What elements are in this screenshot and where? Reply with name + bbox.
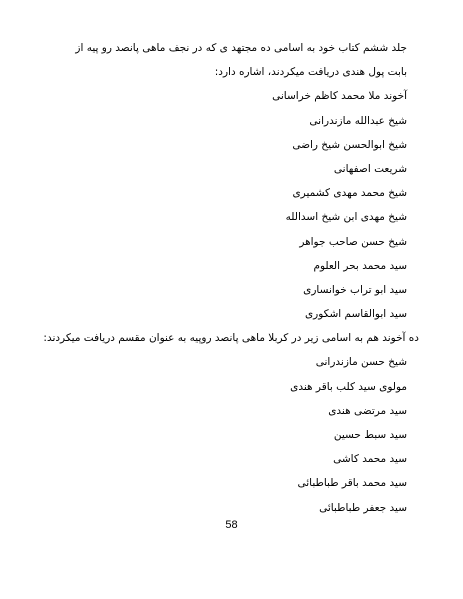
karbala-list-item: سید سبط حسین	[333, 429, 407, 442]
page-number: 58	[225, 519, 238, 531]
karbala-list-item: شیخ حسن مازندرانی	[315, 356, 407, 369]
najaf-list-item: سید محمد بحر العلوم	[313, 259, 407, 272]
karbala-list-item: سید محمد کاشی	[333, 453, 407, 466]
karbala-list-item: سید جعفر طباطبائی	[319, 501, 407, 514]
karbala-list-item: مولوی سید کلب باقر هندی	[290, 380, 407, 393]
document-body	[43, 36, 419, 520]
karbala-heading: ده آخوند هم به اسامی زیر در کربلا ماهی پانصد روپیه به عنوان مقسم دریافت میکردند:	[43, 332, 419, 345]
najaf-list-item: آخوند ملا محمد کاظم خراسانی	[272, 90, 407, 103]
najaf-list-item: شیخ حسن صاحب جواهر	[299, 235, 407, 248]
najaf-list-item: شریعت اصفهانی	[333, 162, 407, 175]
karbala-list-item: سید مرتضی هندی	[328, 404, 407, 417]
najaf-list-item: سید ابوالقاسم اشکوری	[304, 308, 407, 321]
najaf-list-item: شیخ محمد مهدی کشمیری	[292, 187, 407, 200]
najaf-list-item: شیخ مهدی ابن شیخ اسدالله	[285, 211, 407, 224]
najaf-list-item: شیخ عبدالله مازندرانی	[309, 114, 407, 127]
intro-paragraph: جلد ششم کتاب خود به اسامی ده مجتهد ی که در نجف ماهی پانصد رو پیه از بابت پول هندی دریافت میکردند، اشاره دارد:	[75, 42, 407, 79]
karbala-list-item: سید محمد باقر طباطبائی	[297, 477, 407, 490]
najaf-list-item: سید ابو تراب خوانساری	[303, 283, 407, 296]
najaf-list-item: شیخ ابوالحسن شیخ راضی	[292, 138, 407, 151]
